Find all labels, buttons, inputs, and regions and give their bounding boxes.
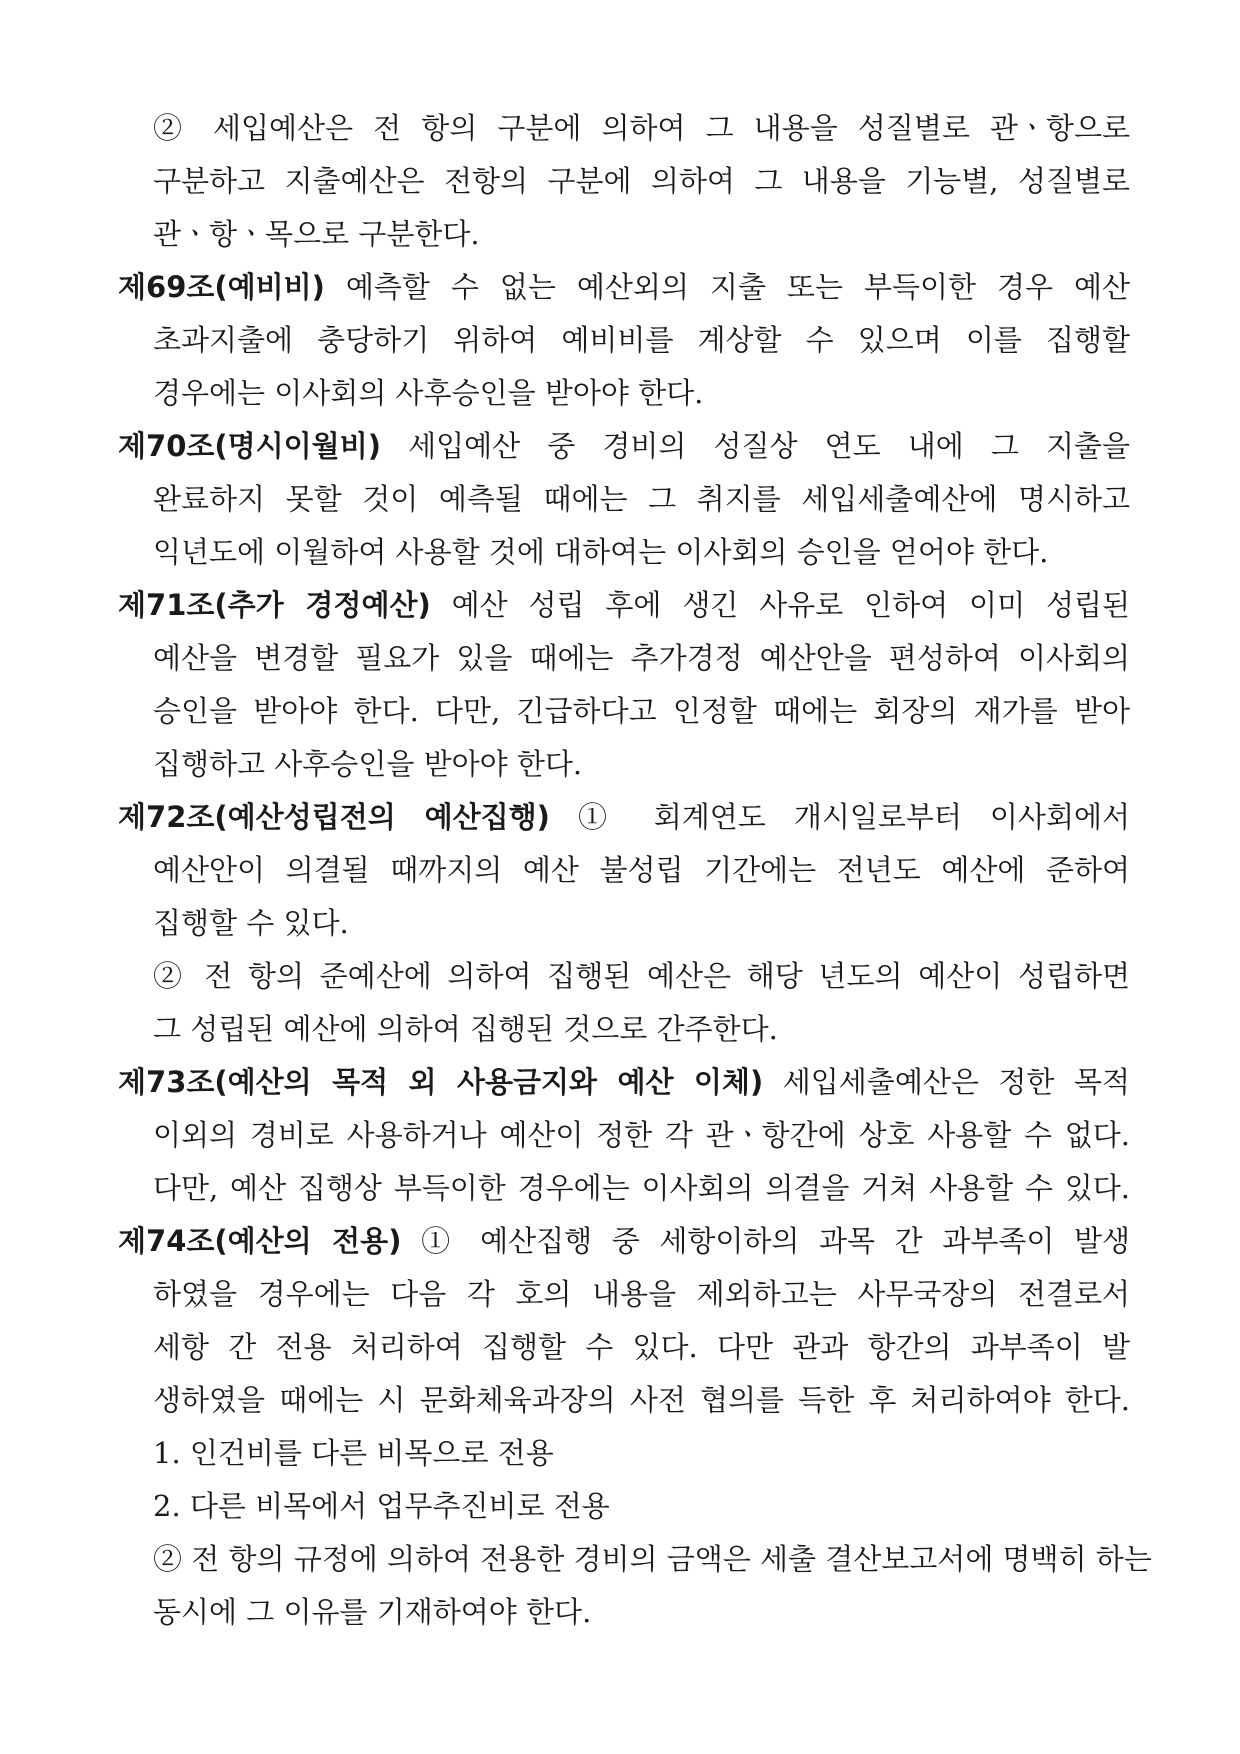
article-text: 예산 성립 후에 생긴 사유로 인하여 이미 성립된 [430, 588, 1130, 622]
article-71 [118, 579, 1130, 791]
text-line [118, 1215, 1130, 1268]
article-text: 세입예산 중 경비의 성질상 연도 내에 그 지출을 [380, 429, 1130, 463]
text-line: 익년도에 이월하여 사용할 것에 대하여는 이사회의 승인을 얻어야 한다. [153, 535, 1049, 569]
text-line: 구분하고 지출예산은 전항의 구분에 의하여 그 내용을 기능별, 성질별로 [153, 164, 1130, 198]
text-line: 초과지출에 충당하기 위하여 예비비를 계상할 수 있으며 이를 집행할 [153, 323, 1130, 357]
text-line: 집행하고 사후승인을 받아야 한다. [153, 747, 583, 781]
article-72-paragraph-2 [118, 950, 1130, 1056]
article-heading: 제72조(예산성립전의 예산집행) [118, 800, 550, 834]
text-line: ② 전 항의 규정에 의하여 전용한 경비의 금액은 세출 결산보고서에 명백히 하는 [153, 1542, 1152, 1576]
article-text: 세입세출예산은 정한 목적 [763, 1065, 1131, 1099]
article-70 [118, 420, 1130, 579]
text-line: 관ㆍ항ㆍ목으로 구분한다. [153, 217, 480, 251]
article-text: ① 예산집행 중 세항이하의 과목 간 과부족이 발생 [401, 1224, 1130, 1258]
text-line: 생하였을 때에는 시 문화체육과장의 사전 협의를 득한 후 처리하여야 한다. [153, 1383, 1130, 1417]
article-heading: 제74조(예산의 전용) [118, 1224, 402, 1258]
text-line [118, 261, 1130, 314]
text-line: 이외의 경비로 사용하거나 예산이 정한 각 관ㆍ항간에 상호 사용할 수 없다. [153, 1118, 1130, 1152]
text-line: 하였을 경우에는 다음 각 호의 내용을 제외하고는 사무국장의 전결로서 [153, 1277, 1130, 1311]
article-74 [118, 1215, 1130, 1427]
list-item: 1. 인건비를 다른 비목으로 전용 [153, 1436, 554, 1470]
text-line [118, 791, 1130, 844]
text-line: 동시에 그 이유를 기재하여야 한다. [153, 1595, 592, 1629]
text-line: 경우에는 이사회의 사후승인을 받아야 한다. [153, 376, 704, 410]
article-74-items [118, 1427, 1130, 1533]
article-72 [118, 791, 1130, 950]
article-text: 예측할 수 없는 예산외의 지출 또는 부득이한 경우 예산 [324, 270, 1130, 304]
text-line: 집행할 수 있다. [153, 906, 349, 940]
article-heading: 제71조(추가 경정예산) [118, 588, 431, 622]
document-body [118, 102, 1152, 1639]
article-69 [118, 261, 1130, 420]
article-heading: 제73조(예산의 목적 외 사용금지와 예산 이체) [118, 1065, 764, 1099]
text-line: 그 성립된 예산에 의하여 집행된 것으로 간주한다. [153, 1012, 778, 1046]
text-line: 세항 간 전용 처리하여 집행할 수 있다. 다만 관과 항간의 과부족이 발 [153, 1330, 1130, 1364]
article-text: ① 회계연도 개시일로부터 이사회에서 [549, 800, 1130, 834]
list-item: 2. 다른 비목에서 업무추진비로 전용 [153, 1489, 610, 1523]
article-heading: 제70조(명시이월비) [118, 429, 381, 463]
text-line [118, 579, 1130, 632]
text-line: 다만, 예산 집행상 부득이한 경우에는 이사회의 의결을 거쳐 사용할 수 있다. [153, 1171, 1130, 1205]
article-68-paragraph-2 [118, 102, 1130, 261]
text-line [118, 420, 1130, 473]
text-line: 예산안이 의결될 때까지의 예산 불성립 기간에는 전년도 예산에 준하여 [153, 853, 1130, 887]
text-line: 완료하지 못할 것이 예측될 때에는 그 취지를 세입세출예산에 명시하고 [153, 482, 1130, 516]
article-heading: 제69조(예비비) [118, 270, 325, 304]
text-line [118, 1056, 1130, 1109]
text-line: ② 세입예산은 전 항의 구분에 의하여 그 내용을 성질별로 관ㆍ항으로 [153, 111, 1130, 145]
text-line: ② 전 항의 준예산에 의하여 집행된 예산은 해당 년도의 예산이 성립하면 [153, 959, 1130, 993]
text-line: 예산을 변경할 필요가 있을 때에는 추가경정 예산안을 편성하여 이사회의 [153, 641, 1130, 675]
article-73 [118, 1056, 1130, 1215]
text-line: 승인을 받아야 한다. 다만, 긴급하다고 인정할 때에는 회장의 재가를 받아 [153, 694, 1130, 728]
article-74-paragraph-2 [118, 1533, 1152, 1639]
